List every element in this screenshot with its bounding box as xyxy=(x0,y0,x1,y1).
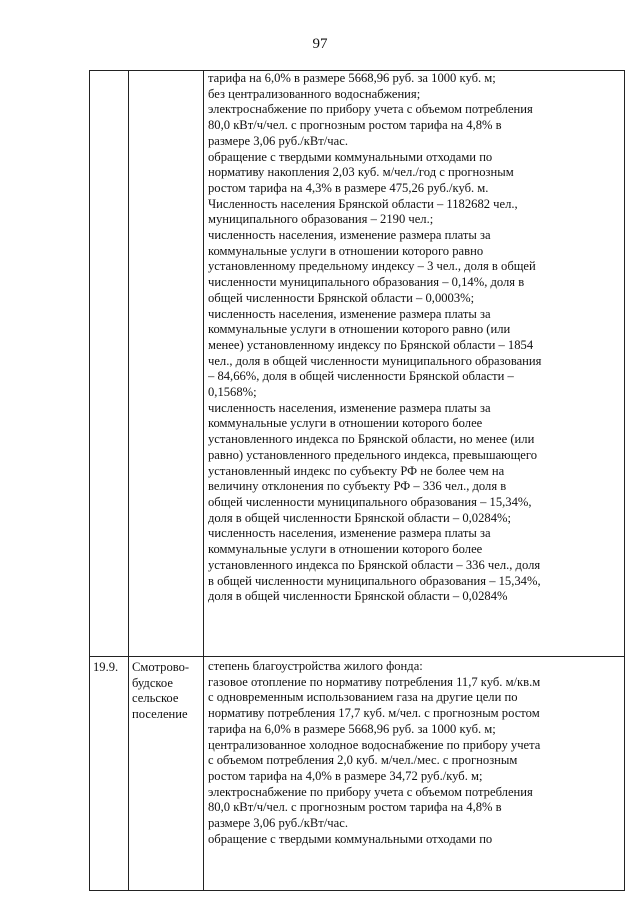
row-number-cell xyxy=(90,71,129,657)
description-line: доля в общей численности Брянской области – 0,0284% xyxy=(208,589,508,604)
description-line: обращение с твердыми коммунальными отходами по xyxy=(208,149,493,164)
description-line: численности муниципального образования – 0,14%, доля в xyxy=(208,275,525,290)
description-line: установленного индекса по Брянской области, но менее (или xyxy=(208,432,535,447)
description-line: численность населения, изменение размера платы за xyxy=(208,228,491,243)
description-line: с объемом потребления 2,0 куб. м/чел./мес. с прогнозным xyxy=(208,753,518,768)
description-line: численность населения, изменение размера платы за xyxy=(208,526,491,541)
description-line: с одновременным использованием газа на другие цели по xyxy=(208,690,518,705)
description-line: доля в общей численности Брянской области – 0,0284%; xyxy=(208,510,511,525)
description-line: 0,1568%; xyxy=(208,385,257,400)
description-line: без централизованного водоснабжения; xyxy=(208,86,421,101)
description-line: электроснабжение по прибору учета с объемом потребления xyxy=(208,784,533,799)
page-number: 97 xyxy=(312,36,328,52)
municipality-name-cell xyxy=(129,657,204,891)
description-line: в общей численности муниципального образования – 15,34%, xyxy=(208,573,541,588)
description-line: менее) установленному индексу по Брянской области – 1854 xyxy=(208,337,534,352)
description-line: степень благоустройства жилого фонда: xyxy=(208,659,423,673)
description-line: Численность населения Брянской области – 1182682 чел., xyxy=(208,196,518,211)
description-cell xyxy=(204,657,625,891)
description-line: установленного индекса по Брянской области – 336 чел., доля xyxy=(208,557,541,572)
municipality-name-line: поселение xyxy=(132,707,188,722)
description-line: установленный индекс по субъекту РФ не более чем на xyxy=(208,463,505,478)
table-row xyxy=(90,657,625,891)
municipality-name-line: Смотрово- xyxy=(132,660,190,674)
description-line: равно) установленного предельного индекса, превышающего xyxy=(208,447,538,462)
description-line: централизованное холодное водоснабжение по прибору учета xyxy=(208,737,541,752)
description-line: нормативу потребления 17,7 куб. м/чел. с прогнозным ростом xyxy=(208,706,540,721)
description-line: чел., доля в общей численности муниципального образования xyxy=(208,353,542,368)
municipality-name-cell xyxy=(129,71,204,657)
description-line: численность населения, изменение размера платы за xyxy=(208,400,491,415)
description-line: размере 3,06 руб./кВт/час. xyxy=(208,816,348,831)
description-line: тарифа на 6,0% в размере 5668,96 руб. за 1000 куб. м; xyxy=(208,71,496,85)
description-line: обращение с твердыми коммунальными отходами по xyxy=(208,831,493,846)
description-line: ростом тарифа на 4,3% в размере 475,26 руб./куб. м. xyxy=(208,180,489,195)
description-line: тарифа на 6,0% в размере 5668,96 руб. за 1000 куб. м; xyxy=(208,721,496,736)
description-line: нормативу накопления 2,03 куб. м/чел./год с прогнозным xyxy=(208,165,514,180)
description-line: ростом тарифа на 4,0% в размере 34,72 руб./куб. м; xyxy=(208,768,483,783)
description-line: установленному предельному индексу – 3 чел., доля в общей xyxy=(208,259,536,274)
description-line: общей численности Брянской области – 0,0003%; xyxy=(208,290,475,305)
description-line: – 84,66%, доля в общей численности Брянской области – xyxy=(208,369,514,384)
table-row xyxy=(90,71,625,657)
description-line: численность населения, изменение размера платы за xyxy=(208,306,491,321)
description-line: размере 3,06 руб./кВт/час. xyxy=(208,133,348,148)
municipality-name-line: сельское xyxy=(132,691,179,706)
description-line: общей численности муниципального образования – 15,34%, xyxy=(208,494,532,509)
description-line: электроснабжение по прибору учета с объемом потребления xyxy=(208,102,533,117)
description-line: коммунальные услуги в отношении которого равно (или xyxy=(208,322,511,337)
data-table xyxy=(89,70,625,891)
description-line: 80,0 кВт/ч/чел. с прогнозным ростом тарифа на 4,8% в xyxy=(208,800,502,815)
row-number-cell: 19.9. xyxy=(90,657,129,891)
description-line: коммунальные услуги в отношении которого более xyxy=(208,542,483,557)
description-line: 80,0 кВт/ч/чел. с прогнозным ростом тарифа на 4,8% в xyxy=(208,118,502,133)
municipality-name-line: будское xyxy=(132,675,173,690)
description-cell xyxy=(204,71,625,657)
description-line: величину отклонения по субъекту РФ – 336 чел., доля в xyxy=(208,479,507,494)
description-line: коммунальные услуги в отношении которого равно xyxy=(208,243,484,258)
description-line: газовое отопление по нормативу потребления 11,7 куб. м/кв.м xyxy=(208,674,541,689)
description-line: коммунальные услуги в отношении которого более xyxy=(208,416,483,431)
description-line: муниципального образования – 2190 чел.; xyxy=(208,212,434,227)
